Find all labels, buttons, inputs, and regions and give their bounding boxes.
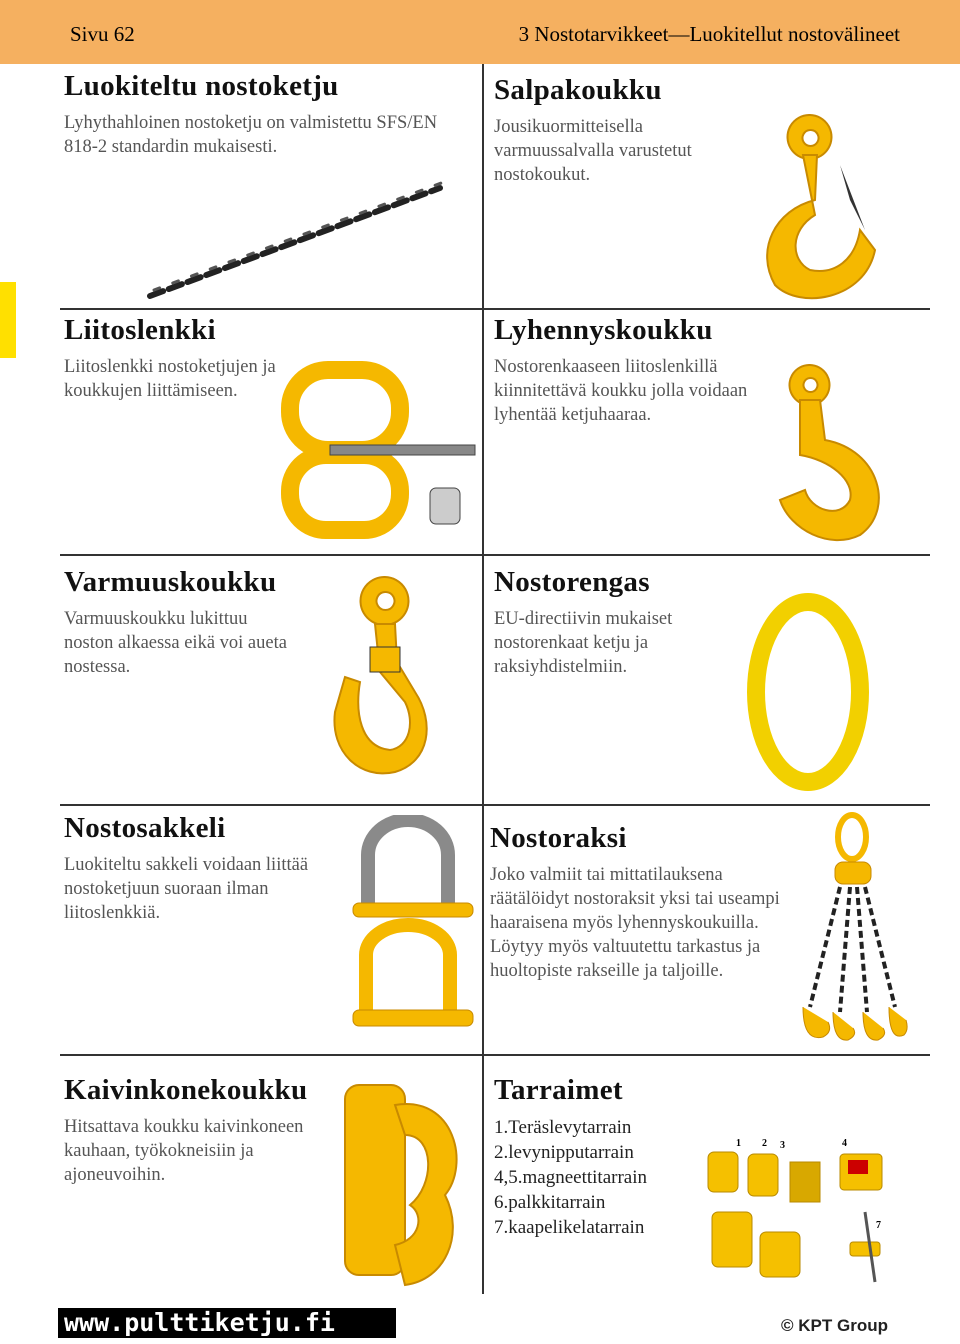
- product-title: Nostosakkeli: [64, 812, 226, 844]
- product-chain: [64, 70, 444, 159]
- shortening-hook-image: [770, 360, 900, 545]
- list-item: 4,5.magneettitarrain: [494, 1167, 647, 1188]
- side-tab-marker: [0, 282, 16, 358]
- product-description: Lyhythahloinen nostoketju on valmistettu SFS/EN 818-2 standardin mukaisesti.: [64, 113, 438, 157]
- product-title: Nostorengas: [494, 566, 650, 598]
- product-safety-hook: [64, 566, 304, 679]
- product-description: Hitsattava koukku kaivinkoneen kauhaan, työkokneisiin ja ajoneuvoihin.: [64, 1117, 304, 1185]
- divider: [60, 1054, 930, 1056]
- product-description: EU-directiivin mukaiset nostorenkaat ketju ja raksiyhdistelmiin.: [494, 609, 673, 677]
- latch-hook-image: [755, 110, 895, 305]
- product-title: Luokiteltu nostoketju: [64, 70, 339, 102]
- product-title: Liitoslenkki: [64, 314, 216, 346]
- product-lifting-clamps: [494, 1074, 694, 1240]
- divider: [60, 554, 930, 556]
- product-title: Lyhennyskoukku: [494, 314, 713, 346]
- product-description: Liitoslenkki nostoketjujen ja koukkujen liittämiseen.: [64, 357, 276, 401]
- list-item: 7.kaapelikelatarrain: [494, 1217, 645, 1238]
- product-shortening-hook: [494, 314, 774, 427]
- product-latch-hook: [494, 74, 754, 187]
- shackle-image: [348, 815, 478, 1045]
- product-excavator-hook: [64, 1074, 354, 1187]
- product-connecting-link: [64, 314, 304, 403]
- divider: [60, 308, 930, 310]
- product-title: Salpakoukku: [494, 74, 662, 106]
- image-label: 4: [842, 1138, 847, 1149]
- website-url[interactable]: www.pulttiketju.fi: [58, 1308, 396, 1338]
- chain-sling-image: [795, 812, 910, 1052]
- product-description: Luokiteltu sakkeli voidaan liittää nostoketjuun suoraan ilman liitoslenkkiä.: [64, 855, 309, 923]
- product-description: Joko valmiit tai mittatilauksena räätälöidyt nostoraksit yksi tai useampi haaraisena myös lyhennyskoukuilla. Löytyy myös valtuutettu tarkastus ja huoltopiste rakseille ja taljoille.: [490, 865, 780, 981]
- product-title: Tarraimet: [494, 1074, 623, 1106]
- divider: [60, 804, 930, 806]
- image-label: 1: [736, 1138, 741, 1149]
- product-description: Jousikuormitteisella varmuussalvalla varustetut nostokoukut.: [494, 117, 692, 185]
- list-item: 6.palkkitarrain: [494, 1192, 606, 1213]
- product-master-link: [494, 566, 754, 679]
- product-description: Nostorenkaaseen liitoslenkillä kiinnitettävä koukku jolla voidaan lyhentää ketjuhaaraa.: [494, 357, 748, 425]
- lifting-clamps-image: [700, 1132, 900, 1297]
- page-header: [0, 0, 960, 64]
- image-label: 7: [876, 1220, 881, 1231]
- master-link-image: [745, 592, 875, 792]
- chain-image: [140, 178, 460, 308]
- column-divider: [482, 64, 484, 1294]
- copyright: © KPT Group: [781, 1316, 888, 1335]
- product-title: Nostoraksi: [490, 822, 627, 854]
- image-label: 2: [762, 1138, 767, 1149]
- product-title: Varmuuskoukku: [64, 566, 277, 598]
- list-item: 2.levynipputarrain: [494, 1142, 634, 1163]
- product-description: Varmuuskoukku lukittuu noston alkaessa eikä voi aueta nostessa.: [64, 609, 287, 677]
- clamp-list: [494, 1115, 694, 1240]
- section-title: 3 Nostotarvikkeet—Luokitellut nostovälineet: [518, 22, 900, 46]
- product-chain-sling: [490, 822, 790, 983]
- list-item: 1.Teräslevytarrain: [494, 1117, 632, 1138]
- connecting-link-image: [270, 360, 480, 545]
- product-shackle: [64, 812, 354, 925]
- safety-hook-image: [325, 572, 445, 782]
- page-number: Sivu 62: [70, 22, 135, 46]
- excavator-hook-image: [335, 1075, 475, 1295]
- image-label: 3: [780, 1140, 785, 1151]
- product-title: Kaivinkonekoukku: [64, 1074, 308, 1106]
